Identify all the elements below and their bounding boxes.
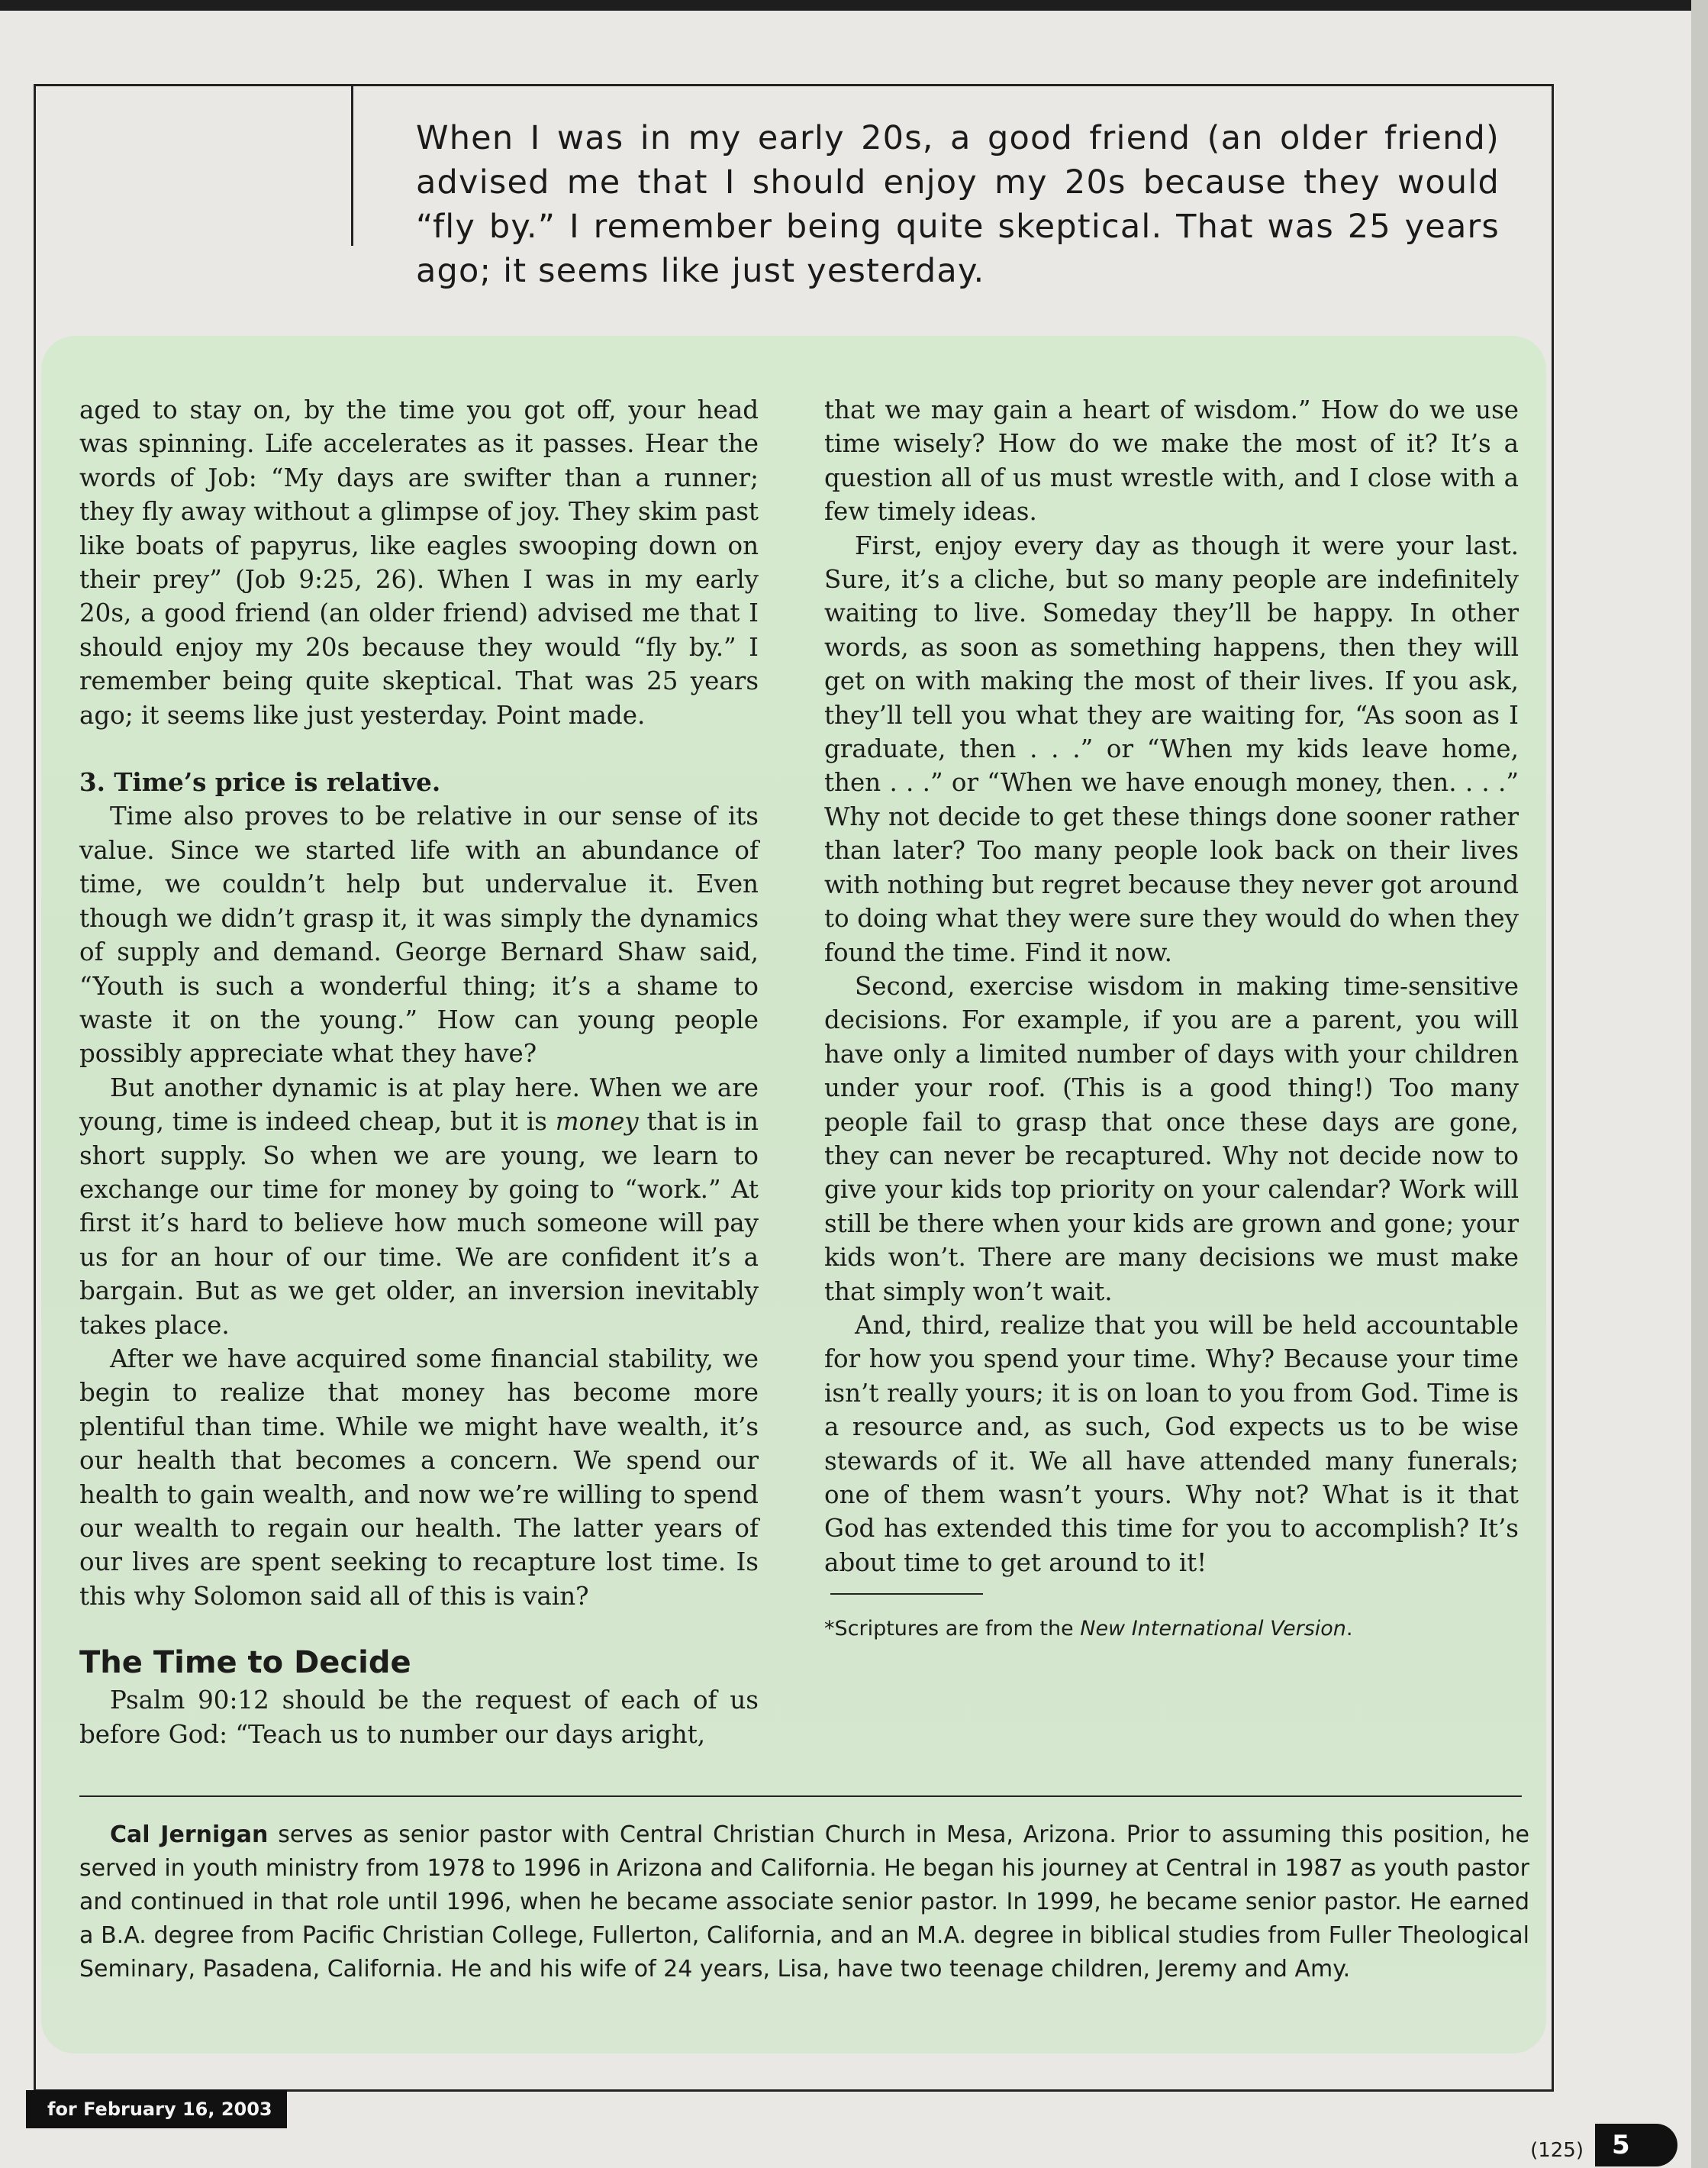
footnote-version: New International Version [1080,1617,1346,1641]
subheading-times-price: 3. Time’s price is relative. [79,767,441,798]
scripture-footnote [824,1616,1519,1642]
left-paragraph-5: Psalm 90:12 should be the request of each of us before God: “Teach us to number our days aright, [79,1686,759,1749]
bio-divider [79,1795,1522,1797]
right-paragraph-1: that we may gain a heart of wisdom.” How do we use time wisely? How do we make the most of it? It’s a question all of us must wrestle with, and I close with a few timely ideas. [824,395,1519,527]
left-paragraph-3 [79,1071,759,1342]
right-paragraph-3: Second, exercise wisdom in making time-sensitive decisions. For example, if you are a parent, you will have only a limited number of days with your children under your roof. (This is a good thing!) Too many people fail to grasp that once these days are gone, they can never be recaptured. Why not decide now to give your kids top priority on your calendar? Work will still be there when your kids are grown and gone; your kids won’t. There are many decisions we must make that simply won’t wait. [824,971,1519,1306]
p3-text-after: that is in short supply. So when we are young, we learn to exchange our time for money by going to “work.” At first it’s hard to believe how much someone will pay us for an hour of our time. We are confident it’s a bargain. But as we get older, an inversion inevitably takes place. [79,1107,759,1340]
p3-text-before: But another dynamic is at play here. When we are young, time is indeed cheap, but it is [79,1073,759,1137]
footnote-prefix: *Scriptures are from the [824,1617,1081,1641]
section-title: The Time to Decide [79,1645,411,1681]
footnote-suffix: . [1345,1617,1353,1641]
pull-quote: When I was in my early 20s, a good friend (an older friend) advised me that I should enjoy my 20s because they would “fly by.” I remember being quite skeptical. That was 25 years ago; it seems like just yesterday. [416,119,1500,290]
right-column [824,393,1519,1642]
left-paragraph-4: After we have acquired some financial stability, we begin to realize that money has become more plentiful than time. While we might have wealth, it’s our health that becomes a concern. We spend our health to gain wealth, and now we’re willing to spend our wealth to regain our health. The latter years of our lives are spent seeking to recapture lost time. Is this why Solomon said all of this is vain? [79,1344,759,1611]
issue-date-bar: for February 16, 2003 [26,2090,287,2128]
page-right-edge [1691,0,1708,2168]
page-number: 5 [1595,2124,1677,2166]
right-paragraph-2: First, enjoy every day as though it were your last. Sure, it’s a cliche, but so many people are indefinitely waiting to live. Someday they’ll be happy. In other words, as soon as something happens, then they will get on with making the most of their lives. If you ask, they’ll tell you what they are waiting for, “As soon as I graduate, then . . .” or “When my kids leave home, then . . .” or “When we have enough money, then. . . .” Why not decide to get these things done sooner rather than later? Too many people look back on their lives with nothing but regret because they never got around to doing what they were sure they would do when they found the time. Find it now. [824,531,1519,967]
author-bio [79,1818,1529,1986]
left-column [79,393,759,1751]
page-top-edge [0,0,1708,11]
left-paragraph-1: aged to stay on, by the time you got off, your head was spinning. Life accelerates as it passes. Hear the words of Job: “My days are swifter than a runner; they fly away without a glimpse of joy. They skim past like boats of papyrus, like eagles swooping down on their prey” (Job 9:25, 26). When I was in my early 20s, a good friend (an older friend) advised me that I should enjoy my 20s because they would “fly by.” I remember being quite skeptical. That was 25 years ago; it seems like just yesterday. Point made. [79,395,759,730]
left-paragraph-2: Time also proves to be relative in our sense of its value. Since we started life with an abundance of time, we couldn’t help but undervalue it. Even though we didn’t grasp it, it was simply the dynamics of supply and demand. George Bernard Shaw said, “Youth is such a wonderful thing; it’s a shame to waste it on the young.” How can young people possibly appreciate what they have? [79,802,759,1069]
author-bio-text: serves as senior pastor with Central Christian Church in Mesa, Arizona. Prior to assuming this position, he served in youth ministry from 1978 to 1996 in Arizona and California. He began his journey at Central in 1987 as youth pastor and continued in that role until 1996, when he became associate senior pastor. In 1999, he became senior pastor. He earned a B.A. degree from Pacific Christian College, Fullerton, California, and an M.A. degree in biblical studies from Fuller Theological Seminary, Pasadena, California. He and his wife of 24 years, Lisa, have two teenage children, Jeremy and Amy. [79,1821,1530,1982]
pull-quote-rule [351,85,353,246]
folio-number: (125) [1530,2139,1584,2162]
footnote-rule [830,1593,983,1595]
p3-emphasis: money [555,1107,639,1137]
right-paragraph-4: And, third, realize that you will be held accountable for how you spend your time. Why? Because your time isn’t really yours; it is on loan to you from God. Time is a resource and, as such, God expects us to be wise stewards of it. We all have attended many funerals; one of them wasn’t yours. Why not? What is it that God has extended this time for you to accomplish? It’s about time to get around to it! [824,1310,1519,1577]
author-name: Cal Jernigan [110,1821,269,1848]
